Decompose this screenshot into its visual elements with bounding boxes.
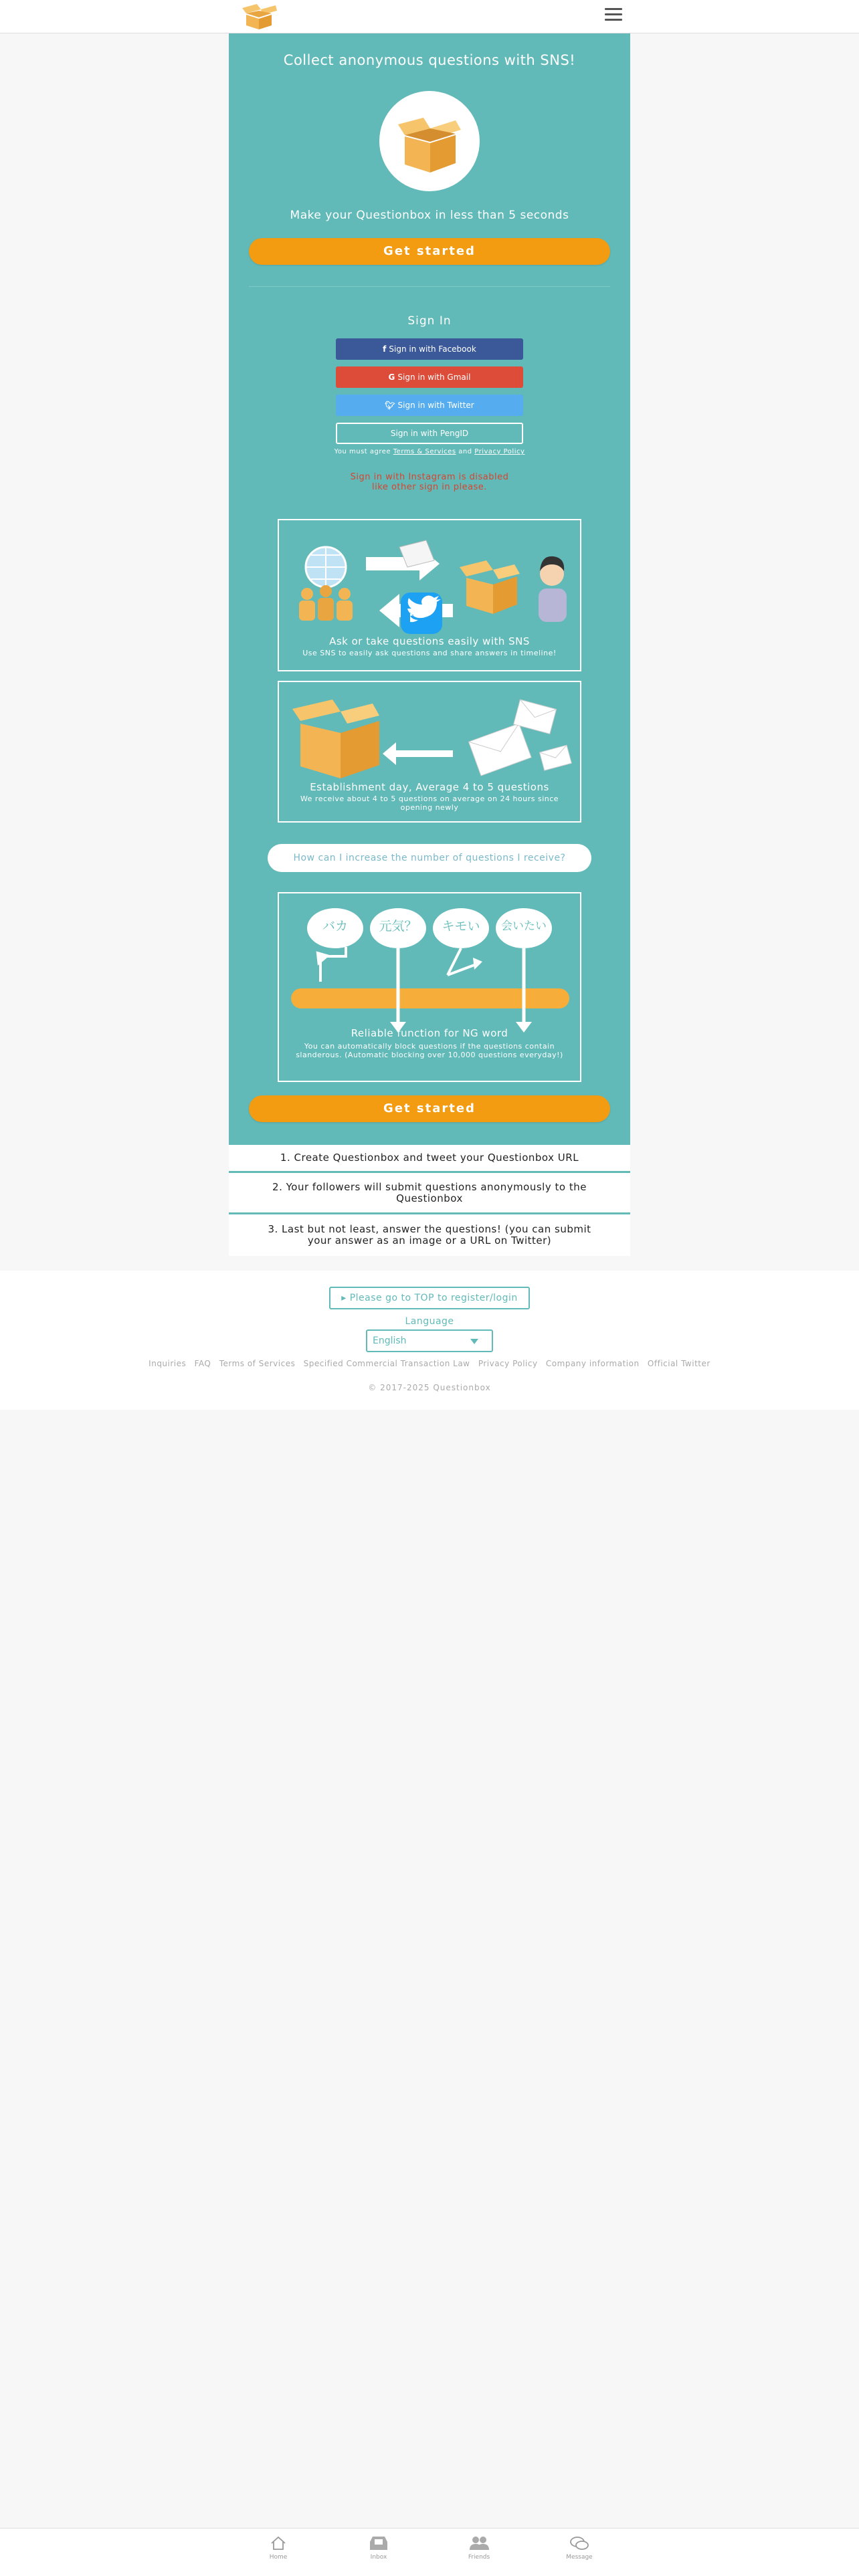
faq-increase-questions-link[interactable]: How can I increase the number of questions I receive? xyxy=(268,844,591,872)
facebook-icon: f xyxy=(383,344,387,354)
nav-inbox[interactable] xyxy=(352,2535,405,2561)
google-icon: G xyxy=(388,372,395,382)
language-select-value: English xyxy=(373,1335,407,1346)
box-envelopes-illustration-icon xyxy=(279,689,580,782)
top-header xyxy=(0,0,859,33)
message-icon xyxy=(569,2535,589,2551)
steps-list xyxy=(229,1145,630,1256)
footer-link-company[interactable]: Company information xyxy=(545,1359,640,1368)
terms-and: and xyxy=(458,448,472,455)
caret-right-icon: ▸ xyxy=(341,1293,350,1303)
inbox-icon xyxy=(369,2535,389,2551)
gmail-signin-label: Sign in with Gmail xyxy=(397,372,471,382)
nav-inbox-label: Inbox xyxy=(370,2554,387,2561)
twitter-signin-button[interactable] xyxy=(336,395,523,416)
facebook-signin-label: Sign in with Facebook xyxy=(389,344,476,354)
feature-desc-ngword: You can automatically block questions if the questions contain slanderous. (Automatic blocking over 10,000 questions everyday!) xyxy=(296,1042,563,1059)
step-item-1: 1. Create Questionbox and tweet your Questionbox URL xyxy=(229,1145,630,1173)
twitter-signin-label: Sign in with Twitter xyxy=(397,401,474,410)
pengid-signin-label: Sign in with PengID xyxy=(390,429,469,438)
warning-line-1: Sign in with Instagram is disabled xyxy=(350,472,509,482)
hero-subtitle: Make your Questionbox in less than 5 seconds xyxy=(290,209,569,222)
feature-card-ngword xyxy=(278,892,581,1082)
footer-link-faq[interactable]: FAQ xyxy=(194,1359,211,1368)
box-illustration-icon xyxy=(379,91,480,191)
nav-message-label: Message xyxy=(566,2554,593,2561)
nav-friends-label: Friends xyxy=(468,2554,490,2561)
footer-links xyxy=(0,1359,859,1368)
feature-desc-average: We receive about 4 to 5 questions on average on 24 hours since opening newly xyxy=(300,794,559,812)
instagram-warning xyxy=(329,472,530,492)
warning-line-2: like other sign in please. xyxy=(372,482,487,492)
footer-link-commercial-law[interactable]: Specified Commercial Transaction Law xyxy=(303,1359,470,1368)
nav-home-label: Home xyxy=(269,2554,288,2561)
ng-word-bubble-3: キモい xyxy=(442,919,480,934)
terms-notice xyxy=(229,448,630,455)
go-to-top-button[interactable] xyxy=(329,1287,530,1309)
feature-title-ngword: Reliable function for NG word xyxy=(351,1027,508,1039)
step-item-2: 2. Your followers will submit questions anonymously to the Questionbox xyxy=(229,1173,630,1214)
facebook-signin-button[interactable] xyxy=(336,338,523,360)
feature-desc-sns: Use SNS to easily ask questions and share answers in timeline! xyxy=(302,649,557,657)
feature-title-average: Establishment day, Average 4 to 5 questions xyxy=(310,781,549,793)
open-box-logo-icon[interactable] xyxy=(238,3,280,31)
get-started-button[interactable]: Get started xyxy=(249,238,610,265)
get-started-bottom-button[interactable]: Get started xyxy=(249,1095,610,1122)
main-panel xyxy=(229,33,630,1145)
feature-title-sns: Ask or take questions easily with SNS xyxy=(329,635,530,647)
pengid-signin-button[interactable] xyxy=(336,423,523,444)
copyright: © 2017-2025 Questionbox xyxy=(368,1383,491,1392)
step-item-3: 3. Last but not least, answer the questions! (you can submit your answer as an image or a URL on Twitter) xyxy=(268,1223,591,1247)
hero-title: Collect anonymous questions with SNS! xyxy=(283,52,576,68)
nav-home[interactable] xyxy=(252,2535,305,2561)
gmail-signin-button[interactable] xyxy=(336,366,523,388)
nav-friends[interactable] xyxy=(452,2535,506,2561)
go-to-top-label: Please go to TOP to register/login xyxy=(349,1293,518,1303)
language-label: Language xyxy=(405,1316,454,1327)
footer-link-privacy[interactable]: Privacy Policy xyxy=(478,1359,538,1368)
signin-title: Sign In xyxy=(407,314,452,328)
terms-link[interactable]: Terms & Services xyxy=(393,448,456,455)
nav-message[interactable] xyxy=(553,2535,606,2561)
sns-illustration-icon xyxy=(279,527,580,641)
language-select[interactable] xyxy=(366,1329,493,1352)
footer-link-inquiries[interactable]: Inquiries xyxy=(149,1359,187,1368)
page-footer xyxy=(0,1271,859,1410)
privacy-link[interactable]: Privacy Policy xyxy=(474,448,525,455)
ng-word-bubble-1: バカ xyxy=(322,919,348,934)
hamburger-menu-icon[interactable] xyxy=(605,8,622,23)
bottom-navigation xyxy=(0,2528,859,2576)
chevron-down-icon xyxy=(470,1339,478,1344)
ng-word-bubble-2: 元気？ xyxy=(379,919,417,934)
ng-word-bubble-4: 会いたい xyxy=(501,920,547,933)
home-icon xyxy=(270,2535,287,2551)
twitter-icon: 🐦︎ xyxy=(385,401,395,410)
terms-prefix: You must agree xyxy=(334,448,391,455)
feature-card-sns xyxy=(278,519,581,671)
friends-icon xyxy=(469,2535,489,2551)
footer-link-terms[interactable]: Terms of Services xyxy=(219,1359,296,1368)
footer-link-twitter[interactable]: Official Twitter xyxy=(647,1359,710,1368)
feature-card-average xyxy=(278,681,581,823)
divider xyxy=(249,286,610,287)
